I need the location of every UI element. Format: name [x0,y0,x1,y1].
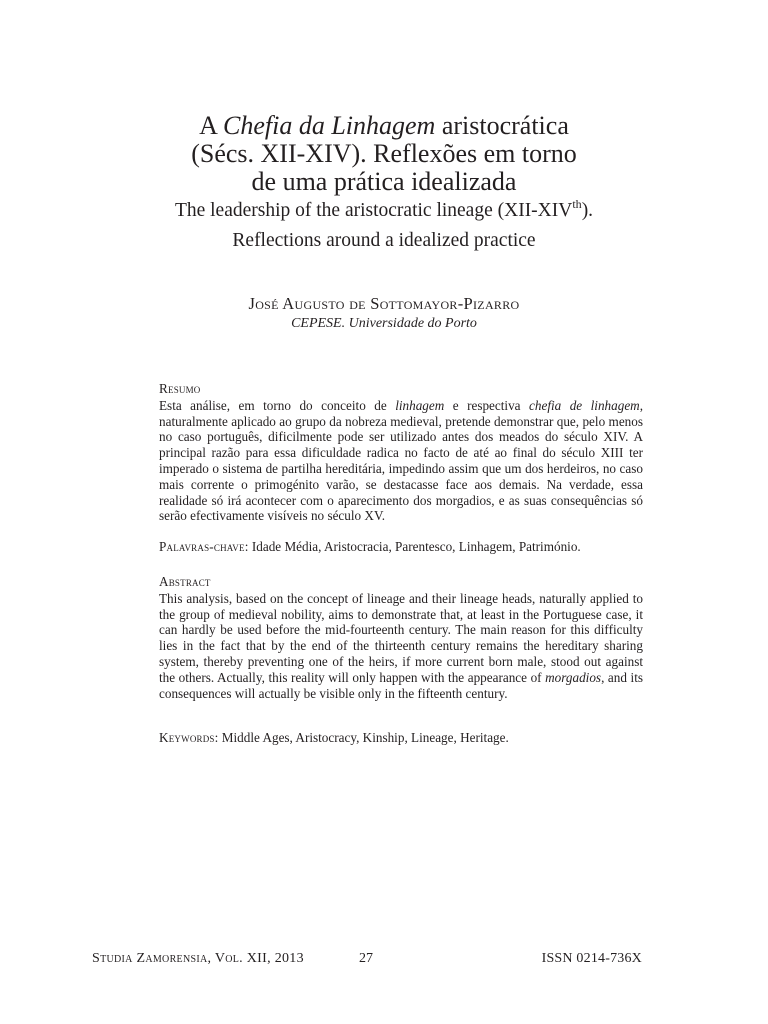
resumo-text: Esta análise, em torno do conceito de [159,397,396,413]
author-affiliation: CEPESE. Universidade do Porto [291,316,477,331]
resumo-italic-term: chefia de linhagem [529,397,640,413]
author-block [0,293,768,333]
abstract-body [159,591,643,702]
palavras-chave-label: Palavras-chave: [159,539,249,554]
title-line-3: de uma prática idealizada [251,167,517,196]
resumo-text: e respectiva [444,397,530,413]
title-line-1 [0,112,768,140]
palavras-chave-line [159,539,643,555]
keywords-section [159,730,643,746]
footer-journal: Studia Zamorensia, Vol. XII, 2013 [92,951,304,966]
abstract-section [159,574,643,701]
abstract-text: , and its consequences will actually be visible only in the fifteenth century. [159,669,643,701]
keywords-text: Middle Ages, Aristocracy, Kinship, Lineage, Heritage. [218,730,509,745]
title-line-2: (Sécs. XII-XIV). Reflexões em torno [191,139,577,168]
page-footer [92,950,642,970]
english-title-superscript: th [572,197,582,211]
abstract-heading: Abstract [159,574,211,589]
footer-issn: ISSN 0214-736X [541,951,642,966]
resumo-italic-term: linhagem [395,397,445,413]
author-name: José Augusto de Sottomayor-Pizarro [248,294,520,313]
footer-page-number: 27 [359,951,373,966]
keywords-line [159,730,643,746]
palavras-chave-text: Idade Média, Aristocracia, Parentesco, Linhagem, Património. [248,539,581,554]
abstract-italic-term: morgadios [545,669,602,685]
resumo-heading: Resumo [159,381,201,396]
title-italic-text: Chefia da Linhagem [222,111,436,140]
english-title-line-1 [0,196,768,226]
article-title-block [0,112,768,256]
resumo-section [159,381,643,524]
resumo-text: , naturalmente aplicado ao grupo da nobreza medieval, pretende demonstrar que, pelo menos no caso português, dificilmente pode ser utilizado antes dos meados do século XIV. A principal razão para essa dificuldade radica no facto de até ao final do século XIII ter imperado o sistema de partilha hereditária, impedindo assim que um dos herdeiros, no caso mais corrente o primogénito varão, se destacasse face aos demais. Na verdade, essa realidade só irá acontecer com o aparecimento dos morgadios, e as suas consequências só serão efectivamente visíveis no século XV. [159,397,644,524]
title-text: aristocrática [435,111,569,140]
english-title-line-2: Reflections around a idealized practice [232,230,536,251]
english-title-text: ). [581,200,594,221]
keywords-label: Keywords: [159,730,219,745]
abstract-text: This analysis, based on the concept of lineage and their lineage heads, naturally applied to the group of medieval nobility, aims to demonstrate that, at least in the Portuguese case, it can hardly be used before the mid-fourteenth century. The main reason for this difficulty lies in the fact that by the end of the thirteenth century remains the hereditary sharing system, thereby preventing one of the heirs, if more current born male, stood out against the others. Actually, this reality will only happen with the appearance of [159,590,643,685]
title-text: A [199,111,223,140]
palavras-chave-section [159,539,643,555]
english-title-text: The leadership of the aristocratic lineage (XII-XIV [174,200,573,221]
resumo-body [159,398,643,524]
